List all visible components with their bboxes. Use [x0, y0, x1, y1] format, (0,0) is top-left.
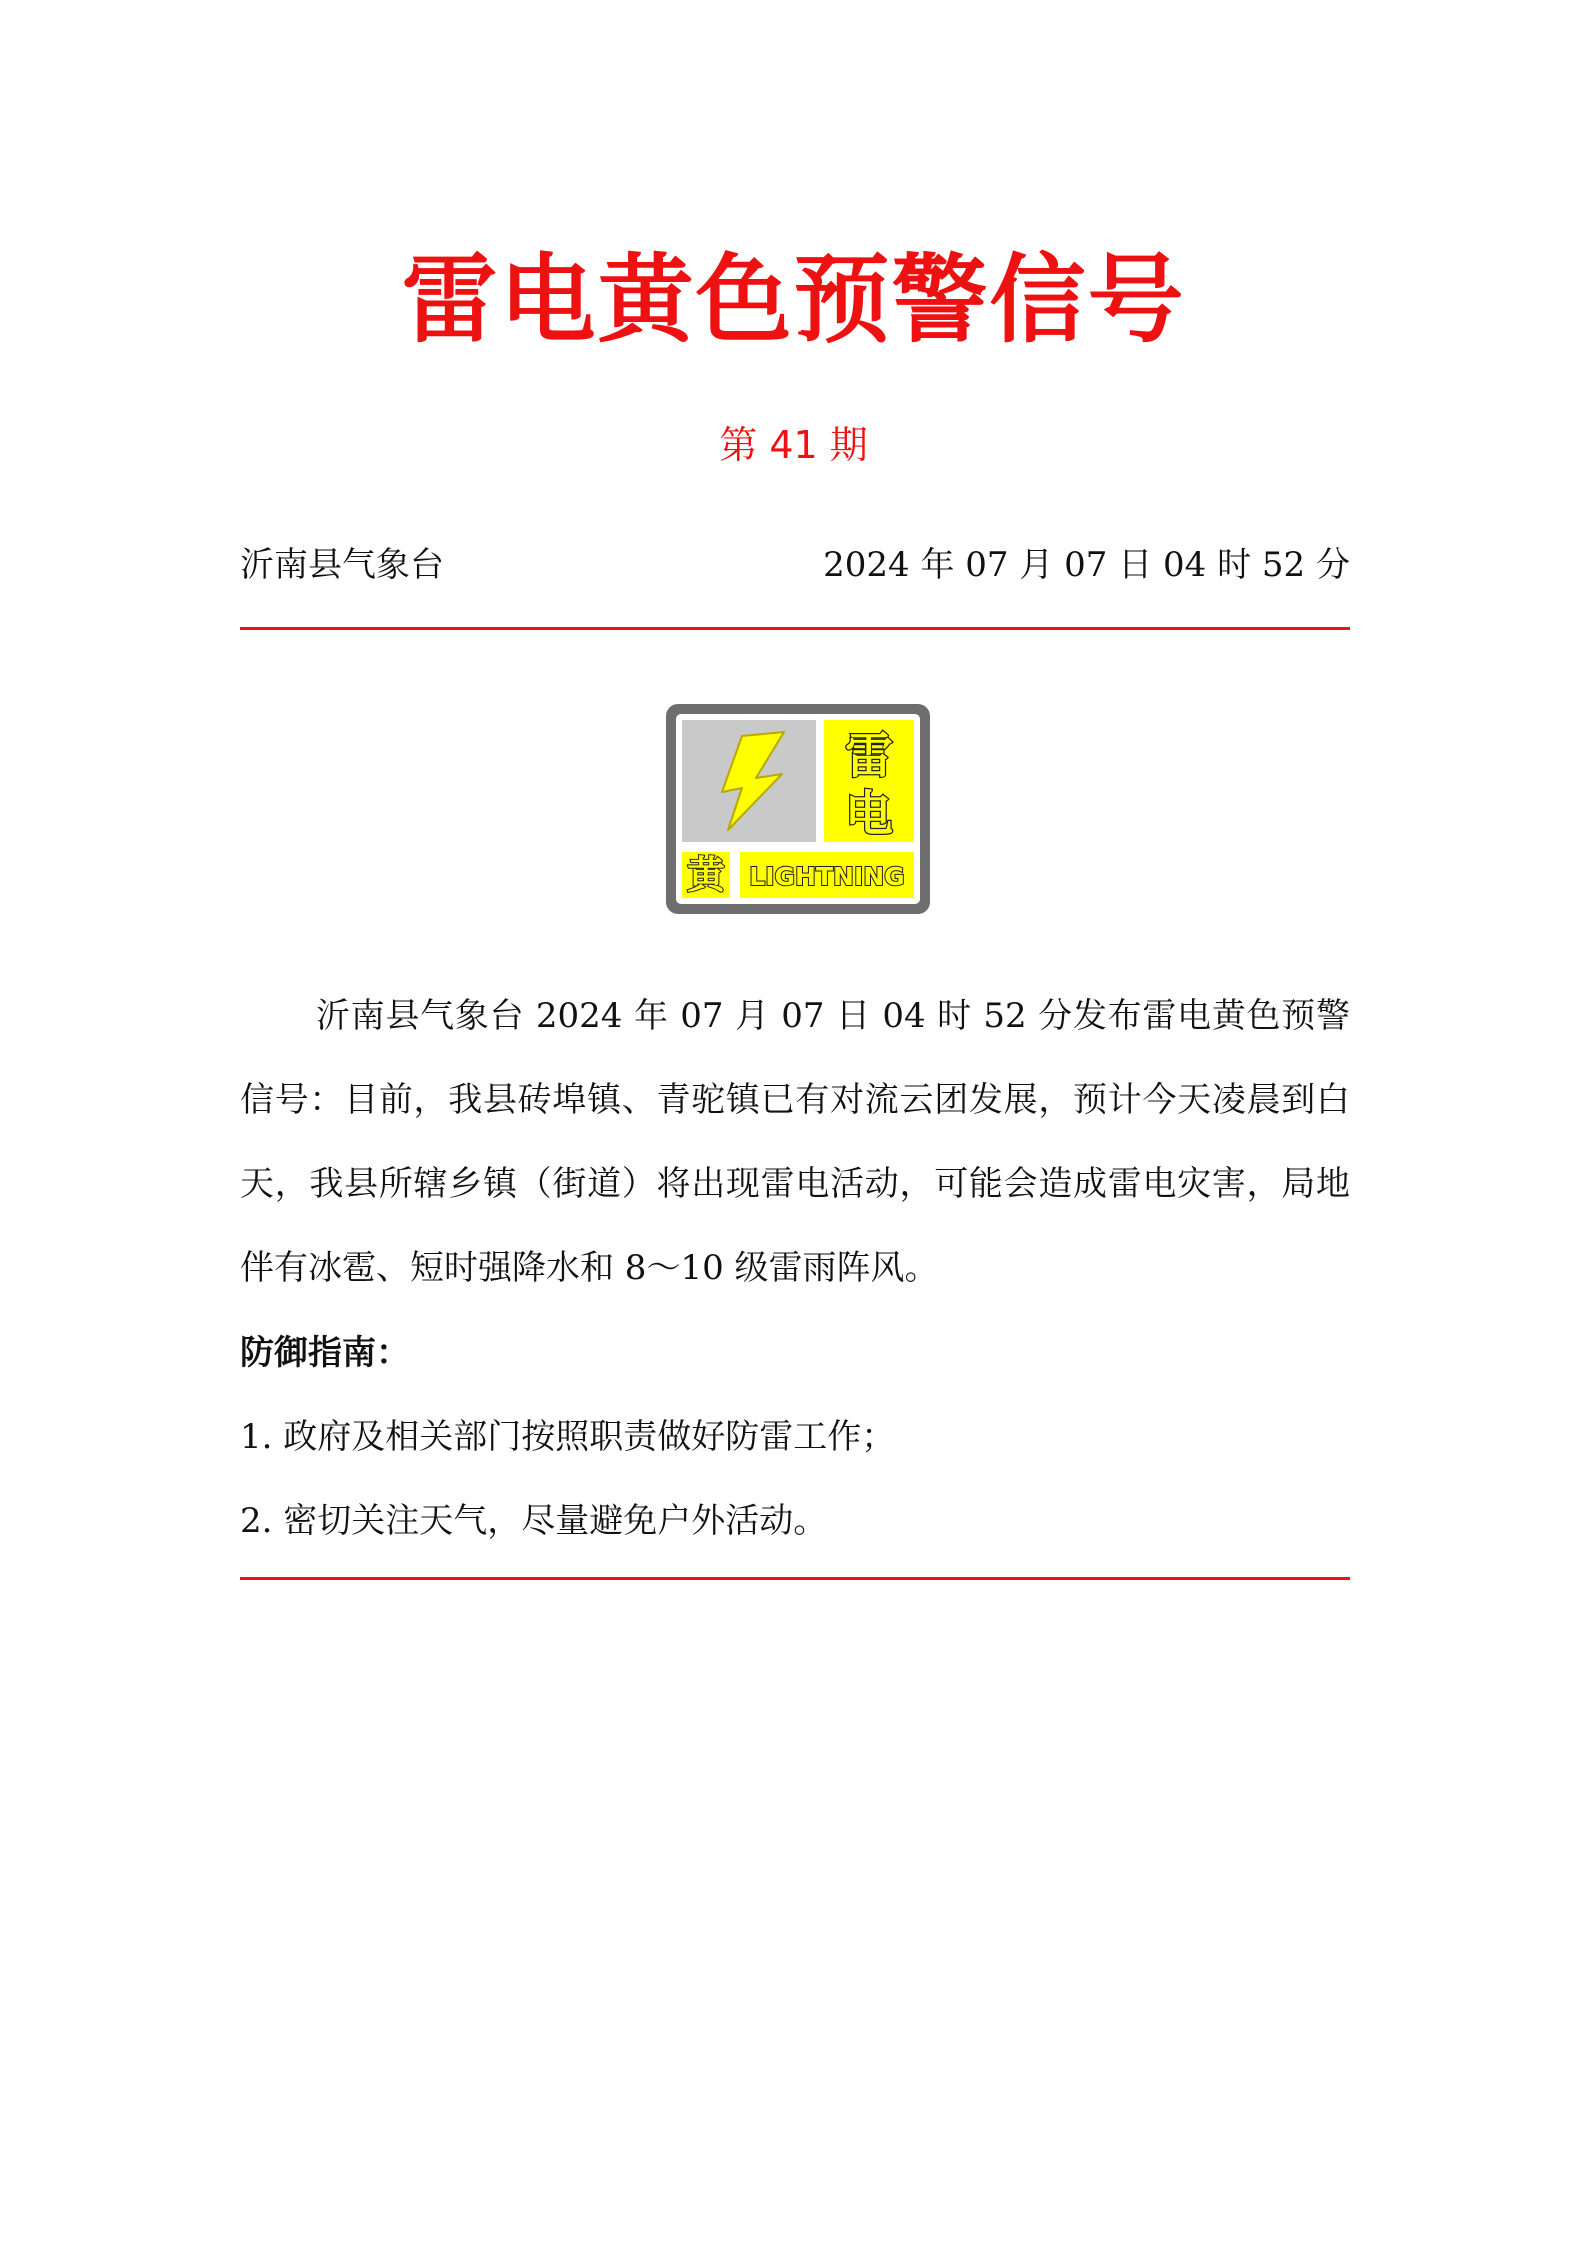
issuer-name: 沂南县气象台	[240, 545, 444, 585]
bottom-divider	[240, 1577, 1350, 1580]
top-divider	[240, 627, 1350, 630]
guide-heading: 防御指南：	[240, 1333, 410, 1373]
guide-item: 1. 政府及相关部门按照职责做好防雷工作；	[240, 1417, 896, 1457]
warning-paragraph: 沂南县气象台 2024 年 07 月 07 日 04 时 52 分发布雷电黄色预警信号：目前，我县砖埠镇、青驼镇已有对流云团发展，预计今天凌晨到白天，我县所辖乡镇（街道）将出现雷电活动，可能会造成雷电灾害，局地伴有冰雹、短时强降水和 8～10 级雷雨阵风。	[240, 996, 1350, 1288]
sign-char-top: 雷	[844, 728, 894, 784]
guide-item: 2. 密切关注天气，尽量避免户外活动。	[240, 1501, 828, 1541]
lightning-yellow-warning-sign	[664, 702, 932, 916]
sign-label-en: LIGHTNING	[749, 862, 905, 891]
page-title: 雷电黄色预警信号	[401, 244, 1186, 356]
sign-char-bottom: 电	[844, 786, 894, 842]
sign-level-char: 黄	[686, 853, 726, 897]
issue-number: 第 41 期	[719, 423, 868, 467]
meta-row	[240, 540, 1350, 590]
issue-datetime: 2024 年 07 月 07 日 04 时 52 分	[823, 545, 1350, 585]
